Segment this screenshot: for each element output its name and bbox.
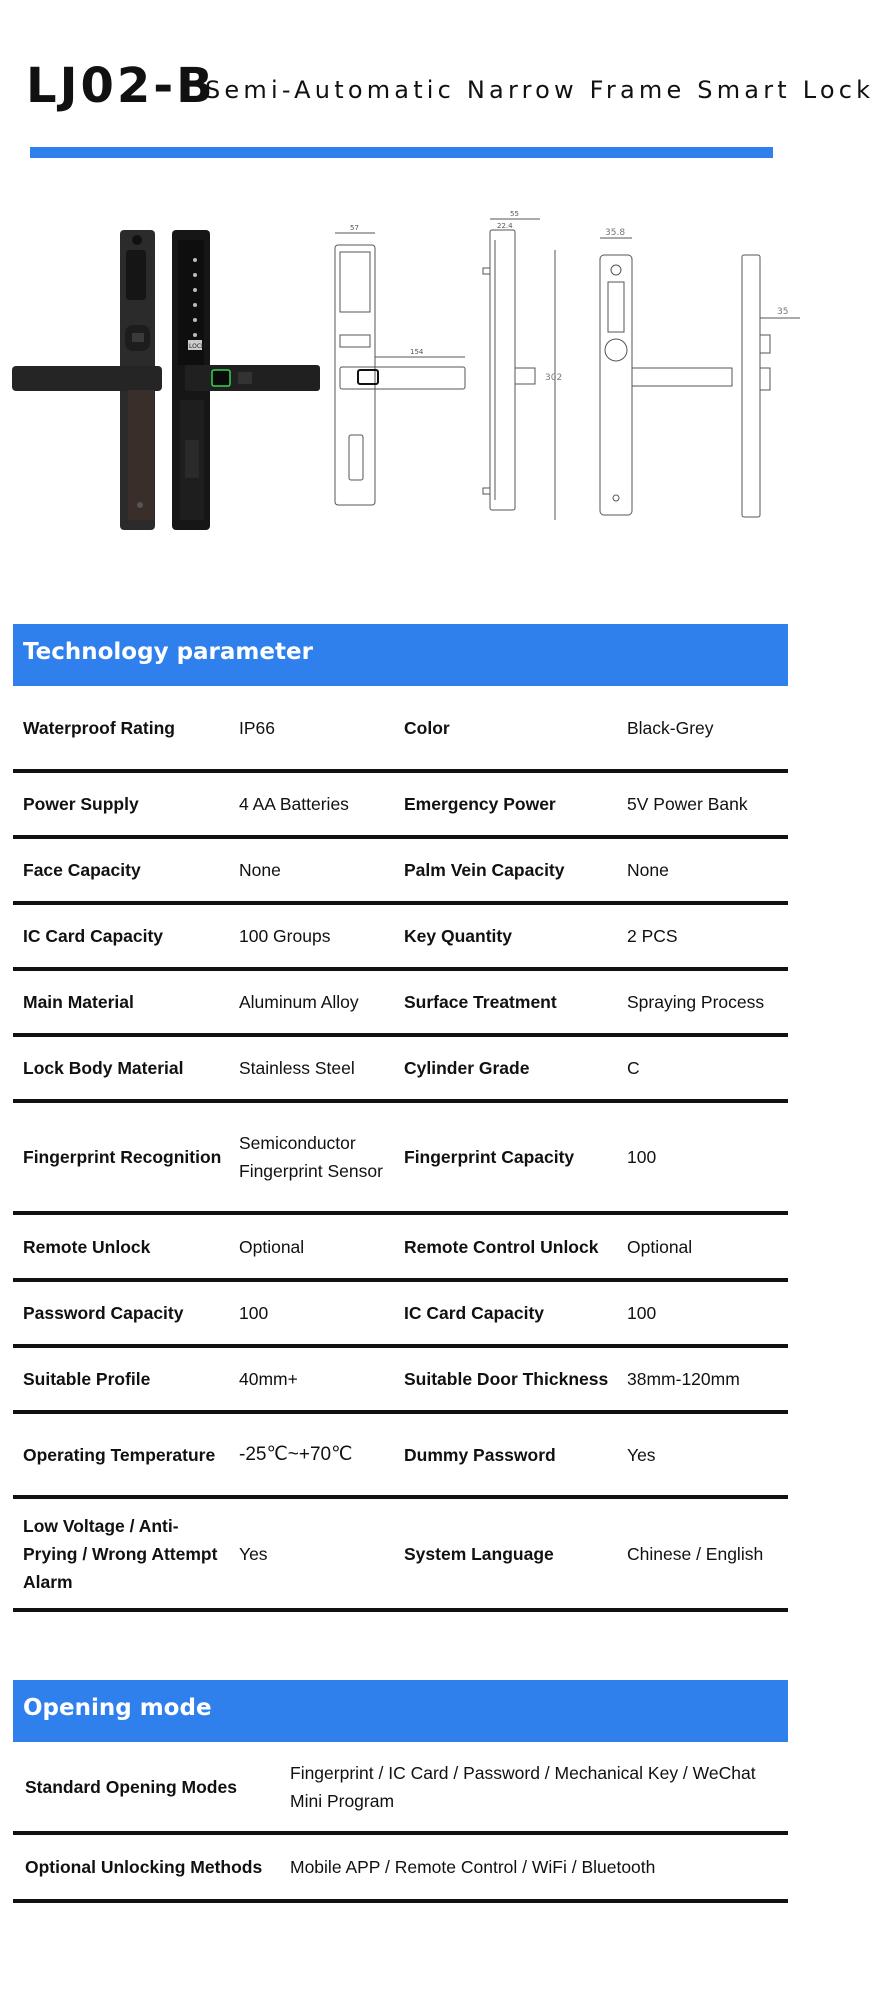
table-row bbox=[13, 1037, 788, 1103]
table-row bbox=[13, 1282, 788, 1348]
table-row bbox=[13, 839, 788, 905]
param-label: Suitable Door Thickness bbox=[404, 1369, 609, 1389]
param-label: Key Quantity bbox=[404, 926, 512, 946]
dim-edge-depth: 35 bbox=[777, 307, 789, 317]
table-row bbox=[13, 1215, 788, 1282]
page-header bbox=[0, 0, 874, 170]
param-label: Dummy Password bbox=[404, 1444, 556, 1465]
param-label: Operating Temperature bbox=[23, 1444, 216, 1465]
param-label: Emergency Power bbox=[404, 794, 556, 814]
param-label: Lock Body Material bbox=[23, 1058, 184, 1078]
product-images bbox=[0, 200, 800, 540]
table-row bbox=[13, 1743, 788, 1835]
dim-width-side: 55 bbox=[510, 210, 519, 218]
dim-inner-width: 22.4 bbox=[497, 222, 513, 230]
param-label: Waterproof Rating bbox=[23, 717, 175, 738]
model-number: LJ02-B bbox=[26, 58, 216, 114]
tech-parameter-table bbox=[13, 686, 788, 1612]
param-label: Main Material bbox=[23, 992, 134, 1012]
brand-plate-text: LOCK bbox=[189, 343, 205, 350]
table-row bbox=[13, 1103, 788, 1215]
dim-face-width: 35.8 bbox=[605, 228, 626, 238]
opening-mode-table bbox=[13, 1743, 788, 1903]
param-label: IC Card Capacity bbox=[23, 926, 164, 946]
param-value: 100 Groups bbox=[239, 926, 331, 946]
param-value: Aluminum Alloy bbox=[239, 992, 359, 1012]
param-label: Palm Vein Capacity bbox=[404, 860, 565, 880]
param-label: Power Supply bbox=[23, 794, 139, 814]
param-label: Fingerprint Recognition bbox=[23, 1147, 222, 1167]
param-value: C bbox=[627, 1058, 640, 1078]
opening-section-title: Opening mode bbox=[23, 1695, 212, 1721]
technical-drawing-front bbox=[335, 233, 465, 505]
tech-section-title: Technology parameter bbox=[23, 639, 313, 665]
param-value: 100 bbox=[627, 1147, 657, 1167]
param-label: Fingerprint Capacity bbox=[404, 1147, 575, 1167]
param-label: Color bbox=[404, 717, 450, 738]
tech-section-header bbox=[13, 624, 788, 686]
table-row bbox=[13, 686, 788, 773]
param-label: Password Capacity bbox=[23, 1303, 184, 1323]
param-value: 5V Power Bank bbox=[627, 794, 748, 814]
param-value: Semiconductor Fingerprint Sensor bbox=[239, 1133, 383, 1181]
param-value: Chinese / English bbox=[627, 1543, 764, 1564]
param-value: 100 bbox=[627, 1303, 657, 1323]
param-value: Optional bbox=[627, 1236, 693, 1257]
table-row bbox=[13, 905, 788, 971]
product-subtitle: Semi-Automatic Narrow Frame Smart Lock bbox=[205, 76, 874, 104]
technical-drawing-edge bbox=[742, 255, 800, 517]
param-label: Face Capacity bbox=[23, 860, 141, 880]
table-row bbox=[13, 1835, 788, 1903]
param-value: Spraying Process bbox=[627, 992, 765, 1012]
lock-back-view bbox=[12, 230, 162, 530]
param-value: IP66 bbox=[239, 717, 275, 738]
table-row bbox=[13, 1348, 788, 1414]
param-value: None bbox=[627, 860, 669, 880]
table-row bbox=[13, 773, 788, 839]
param-value: Stainless Steel bbox=[239, 1058, 355, 1078]
table-row bbox=[13, 1414, 788, 1499]
param-label: Remote Unlock bbox=[23, 1236, 151, 1257]
mode-label: Optional Unlocking Methods bbox=[25, 1857, 263, 1877]
param-value: 100 bbox=[239, 1303, 269, 1323]
param-value: -25℃~+70℃ bbox=[239, 1443, 353, 1465]
param-label: Cylinder Grade bbox=[404, 1058, 530, 1078]
table-row bbox=[13, 971, 788, 1037]
mode-value: Mobile APP / Remote Control / WiFi / Bluetooth bbox=[290, 1857, 656, 1877]
param-value: Optional bbox=[239, 1236, 305, 1257]
param-label: Remote Control Unlock bbox=[404, 1236, 599, 1257]
param-value: None bbox=[239, 860, 281, 880]
param-value: Black-Grey bbox=[627, 717, 714, 738]
dim-width-top: 57 bbox=[350, 224, 359, 232]
param-value: 4 AA Batteries bbox=[239, 794, 349, 814]
lock-front-view bbox=[172, 230, 320, 530]
param-label: Surface Treatment bbox=[404, 992, 557, 1012]
product-illustration bbox=[0, 200, 800, 540]
param-label: System Language bbox=[404, 1543, 554, 1564]
param-value: 2 PCS bbox=[627, 926, 678, 946]
technical-drawing-face bbox=[600, 238, 732, 515]
dim-height: 302 bbox=[545, 373, 563, 383]
param-value: Yes bbox=[239, 1543, 268, 1564]
param-label: Low Voltage / Anti-Prying / Wrong Attempt Alarm bbox=[23, 1515, 218, 1592]
param-label: IC Card Capacity bbox=[404, 1303, 545, 1323]
technical-drawing-side bbox=[483, 219, 555, 520]
accent-divider bbox=[30, 147, 773, 158]
mode-label: Standard Opening Modes bbox=[25, 1777, 237, 1797]
param-label: Suitable Profile bbox=[23, 1369, 151, 1389]
mode-value: Fingerprint / IC Card / Password / Mechanical Key / WeChat Mini Program bbox=[290, 1763, 756, 1811]
dim-handle-length: 154 bbox=[410, 348, 424, 356]
opening-section-header bbox=[13, 1680, 788, 1742]
table-row bbox=[13, 1499, 788, 1612]
param-value: 40mm+ bbox=[239, 1369, 298, 1389]
param-value: 38mm-120mm bbox=[627, 1369, 740, 1389]
param-value: Yes bbox=[627, 1444, 656, 1465]
